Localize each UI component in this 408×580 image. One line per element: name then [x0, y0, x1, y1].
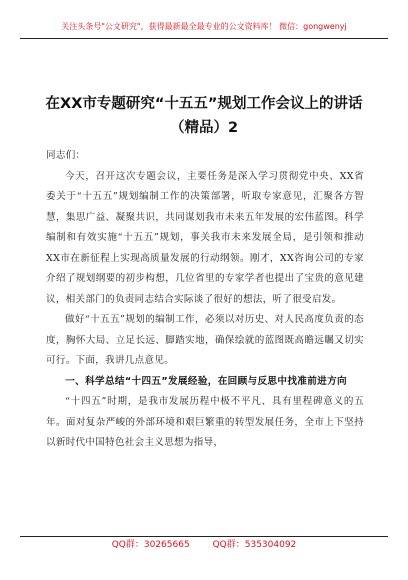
salutation: 同志们：: [46, 150, 86, 161]
header-divider: [20, 38, 388, 39]
document-body: [46, 146, 364, 454]
page-footer: [20, 539, 388, 551]
footer-divider: [20, 536, 388, 537]
document-title: 在XX市专题研究“十五五”规划工作会议上的讲话（精品）2: [45, 96, 363, 136]
body-paragraph: 做好“十五五”规划的编制工作，必须以对历史、对人民高度负责的态度，胸怀大局、立足长远、脚踏实地，确保绘就的蓝图既高瞻远瞩又切实可行。下面，我讲几点意见。: [46, 314, 364, 366]
qq-group-2: QQ群：535304092: [212, 540, 297, 550]
section-heading: 一、科学总结“十四五”发展经验，在回顾与反思中找准前进方向: [65, 375, 347, 387]
body-paragraph: 今天，召开这次专题会议，主要任务是深入学习贯彻党中央、XX省委关于“十五五”规划编制工作的决策部署，听取专家意见，汇聚各方智慧，集思广益、凝聚共识，共同谋划我市未来五年发展的宏伟蓝图。科学编制和有效实施“十五五”规划，事关我市未来发展全局，是引领和推动XX市在新征程上实现高质量发展的行动纲领。刚才，XX咨询公司的专家介绍了规划纲要的初步构想，几位省里的专家学者也提出了宝贵的意见建议，相关部门的负责同志结合实际谈了很好的想法，听了很受启发。: [46, 170, 364, 305]
promo-banner: 关注头条号"公文研究"，获得最新最全最专业的公文资料库！ 微信：gongwenyj: [61, 22, 347, 31]
body-paragraph: “十四五”时期，是我市发展历程中极不平凡、具有里程碑意义的五年。面对复杂严峻的外部环境和艰巨繁重的转型发展任务，全市上下坚持以新时代中国特色社会主义思想为指导，: [46, 396, 364, 448]
qq-group-1: QQ群：30265665: [111, 540, 190, 550]
